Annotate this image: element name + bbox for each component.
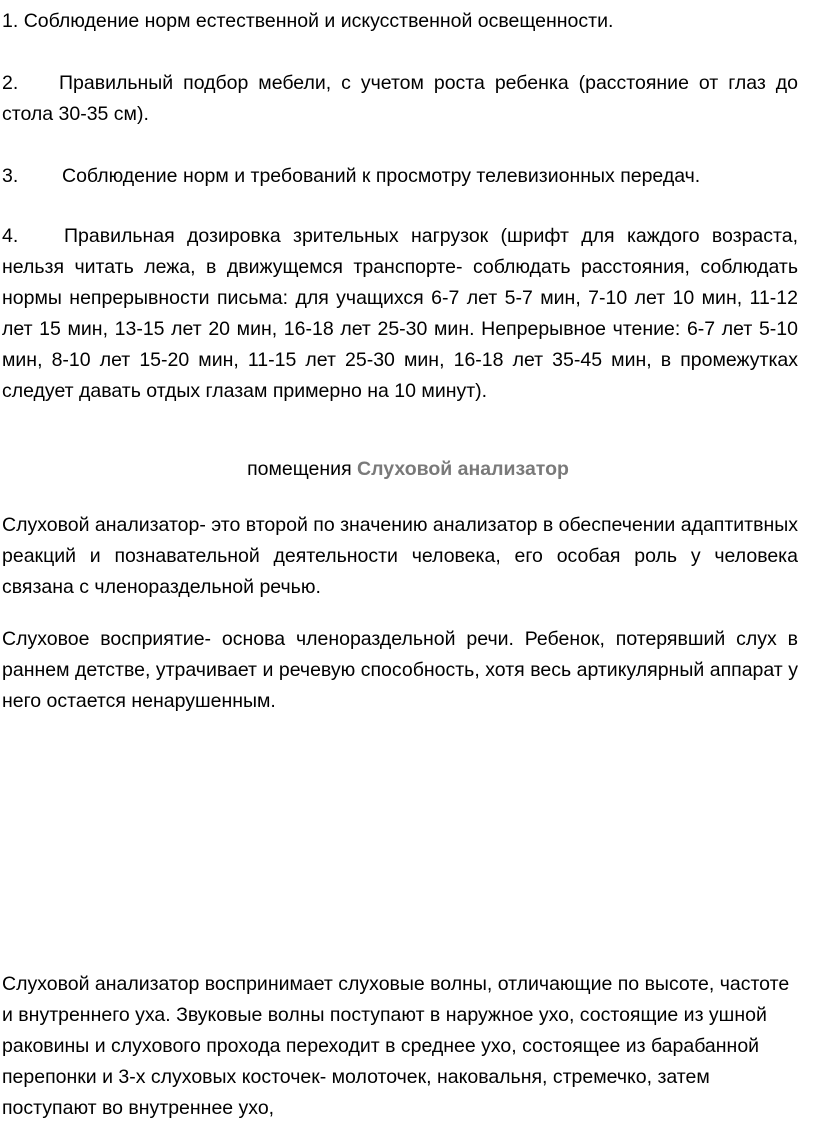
paragraph-1: Слуховой анализатор- это второй по значению анализатор в обеспечении адаптитвных реакций и познавательной деятельности человека, его особая роль у человека связана с членораздельной речью. [2,514,799,598]
list-item-3 [2,161,798,192]
list-item-2 [2,68,798,130]
heading-prefix: помещения [247,458,352,480]
list-item-text: Правильная дозировка зрительных нагрузок (шрифт для каждого возраста, нельзя читать лежа, в движущемся транспорте- соблюдать расстояния, соблюдать нормы непрерывности письма: для учащихся 6-7 лет 5-7 мин, 7-10 лет 10 мин, 11-12 лет 15 мин, 13-15 лет 20 мин, 16-18 лет 25-30 мин. Непрерывное чтение: 6-7 лет 5-10 мин, 8-10 лет 15-20 мин, 11-15 лет 25-30 мин, 16-18 лет 35-45 мин, в промежутках следует давать отдых глазам примерно на 10 минут). [2,225,798,402]
list-item-number: 1. [2,10,19,32]
list-item-number: 2. [2,72,19,94]
list-item-4 [2,221,798,407]
list-item-1 [2,6,798,37]
section-heading [0,454,816,485]
list-item-text: Соблюдение норм естественной и искусственной освещенности. [23,10,614,32]
list-item-number: 4. [2,225,19,247]
list-item-number: 3. [2,165,19,187]
list-item-text: Соблюдение норм и требований к просмотру телевизионных передач. [62,165,701,187]
paragraph-2: Слуховое восприятие- основа членораздельной речи. Ребенок, потерявший слух в раннем детстве, утрачивает и речевую способность, хотя весь артикулярный аппарат у него остается ненарушенным. [2,628,798,712]
heading-title: Слуховой анализатор [357,458,569,480]
paragraph-3: Слуховой анализатор воспринимает слуховые волны, отличающие по высоте, частоте и внутреннего уха. Звуковые волны поступают в наружное ухо, состоящие из ушной раковины и слухового прохода переходит в среднее ухо, состоящее из барабанной перепонки и 3-х слуховых косточек- молоточек, наковальня, стремечко, затем поступают во внутреннее ухо, [2,973,790,1119]
list-item-text: Правильный подбор мебели, с учетом роста ребенка (расстояние от глаз до стола 30-35 см). [2,72,798,125]
